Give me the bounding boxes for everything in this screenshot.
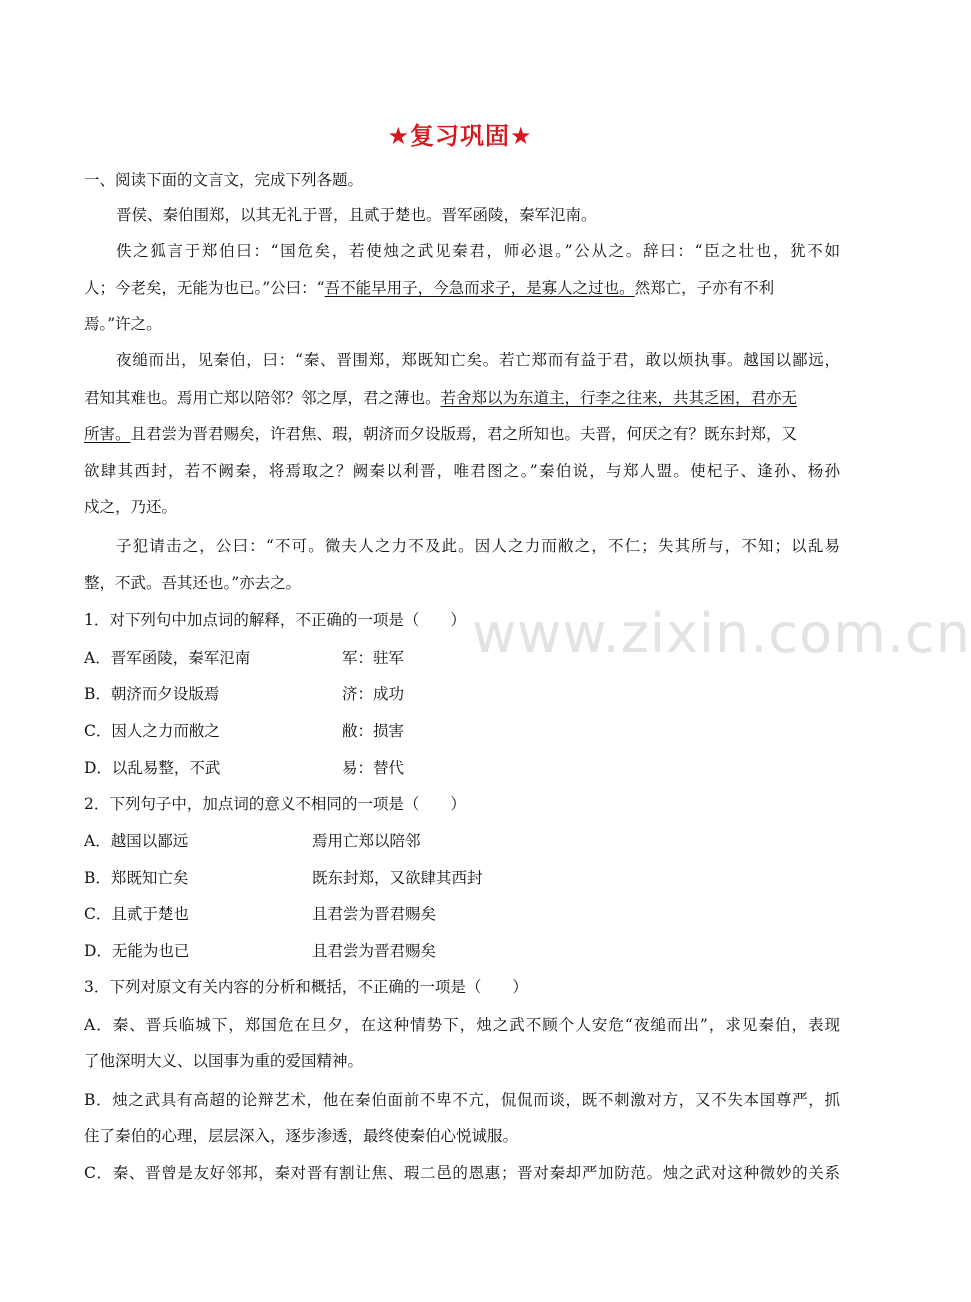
option-label: D．无能为也已 bbox=[84, 942, 190, 960]
question-1-option-b bbox=[84, 684, 840, 704]
question-3-option-a-line-2: 了他深明大义、以国事为重的爱国精神。 bbox=[84, 1052, 364, 1070]
question-3-stem: 3．下列对原文有关内容的分析和概括，不正确的一项是（ ） bbox=[84, 978, 528, 996]
passage-text: 人；今老矣，无能为也已。”公曰：“ bbox=[84, 279, 325, 297]
watermark: www.zixin.com.cn bbox=[472, 602, 971, 665]
passage-paragraph-3-line-1: 夜缒而出，见秦伯，曰：“秦、晋围郑，郑既知亡矣。若亡郑而有益于君，敢以烦执事。越国以鄙远， bbox=[116, 351, 840, 369]
passage-text: 君知其难也。焉用亡郑以陪邻？邻之厚，君之薄也。 bbox=[84, 389, 441, 407]
passage-paragraph-3-line-4: 欲肆其西封，若不阙秦，将焉取之？阙秦以利晋，唯君图之。”秦伯说，与郑人盟。使杞子、逢孙、杨孙 bbox=[84, 462, 840, 480]
question-1-option-c bbox=[84, 721, 840, 741]
option-answer: 焉用亡郑以陪邻 bbox=[312, 832, 421, 850]
option-answer: 济：成功 bbox=[342, 685, 405, 703]
option-label: C．且贰于楚也 bbox=[84, 905, 189, 923]
underlined-sentence: 若舍郑以为东道主，行李之往来，共其乏困，君亦无 bbox=[440, 389, 798, 407]
question-2-option-a bbox=[84, 831, 840, 851]
question-2-option-b bbox=[84, 868, 840, 888]
passage-text: 且君尝为晋君赐矣，许君焦、瑕，朝济而夕设版焉，君之所知也。夫晋，何厌之有？既东封郑，又 bbox=[130, 425, 798, 443]
option-label: D．以乱易整，不武 bbox=[84, 759, 221, 777]
question-3-option-b-line-1: B．烛之武具有高超的论辩艺术，他在秦伯面前不卑不亢，侃侃而谈，既不刺激对方，又不失本国尊严，抓 bbox=[84, 1091, 840, 1109]
question-3-option-b-line-2: 住了秦伯的心理，层层深入，逐步渗透，最终使秦伯心悦诚服。 bbox=[84, 1127, 519, 1145]
option-label: C．因人之力而敝之 bbox=[84, 722, 220, 740]
option-answer: 既东封郑，又欲肆其西封 bbox=[312, 869, 483, 887]
passage-paragraph-3-line-3 bbox=[84, 424, 840, 444]
passage-paragraph-4-line-1: 子犯请击之，公曰：“不可。微夫人之力不及此。因人之力而敝之，不仁；失其所与，不知；以乱易 bbox=[116, 537, 840, 555]
question-1-option-d bbox=[84, 758, 840, 778]
option-label: B．朝济而夕设版焉 bbox=[84, 685, 220, 703]
option-answer: 易：替代 bbox=[342, 759, 405, 777]
question-3-option-c-line-1: C．秦、晋曾是友好邻邦，秦对晋有割让焦、瑕二邑的恩惠；晋对秦却严加防范。烛之武对这种微妙的关系 bbox=[84, 1164, 840, 1182]
question-3-option-a-line-1: A．秦、晋兵临城下，郑国危在旦夕，在这种情势下，烛之武不顾个人安危“夜缒而出”，求见秦伯，表现 bbox=[84, 1016, 840, 1034]
underlined-sentence: 吾不能早用子，今急而求子，是寡人之过也。 bbox=[324, 279, 635, 297]
passage-text: 然郑亡，子亦有不利 bbox=[634, 279, 775, 297]
passage-paragraph-4-line-2: 整，不武。吾其还也。”亦去之。 bbox=[84, 574, 302, 592]
page-title: ★复习巩固★ bbox=[387, 122, 533, 150]
passage-paragraph-1: 晋侯、秦伯围郑，以其无礼于晋，且贰于楚也。晋军函陵，秦军氾南。 bbox=[116, 206, 597, 224]
option-label: A．越国以鄙远 bbox=[84, 832, 189, 850]
option-answer: 且君尝为晋君赐矣 bbox=[312, 905, 437, 923]
question-2-option-d bbox=[84, 941, 840, 961]
option-answer: 军：驻军 bbox=[342, 649, 405, 667]
question-1-option-a bbox=[84, 648, 840, 668]
underlined-sentence: 所害。 bbox=[84, 425, 131, 443]
passage-paragraph-3-line-2 bbox=[84, 388, 840, 408]
passage-paragraph-3-line-5: 戍之，乃还。 bbox=[84, 498, 178, 516]
passage-paragraph-2-line-3: 焉。”许之。 bbox=[84, 315, 162, 333]
question-2-stem: 2．下列句子中，加点词的意义不相同的一项是（ ） bbox=[84, 795, 466, 813]
question-1-stem: 1．对下列句中加点词的解释，不正确的一项是（ ） bbox=[84, 611, 466, 629]
passage-paragraph-2-line-1: 佚之狐言于郑伯曰：“国危矣，若使烛之武见秦君，师必退。”公从之。辞曰：“臣之壮也，犹不如 bbox=[116, 242, 840, 260]
question-2-option-c bbox=[84, 904, 840, 924]
option-answer: 且君尝为晋君赐矣 bbox=[312, 942, 437, 960]
section-heading: 一、阅读下面的文言文，完成下列各题。 bbox=[84, 171, 364, 189]
passage-paragraph-2-line-2 bbox=[84, 278, 840, 298]
option-answer: 敝：损害 bbox=[342, 722, 405, 740]
option-label: B．郑既知亡矣 bbox=[84, 869, 189, 887]
option-label: A．晋军函陵，秦军氾南 bbox=[84, 649, 251, 667]
